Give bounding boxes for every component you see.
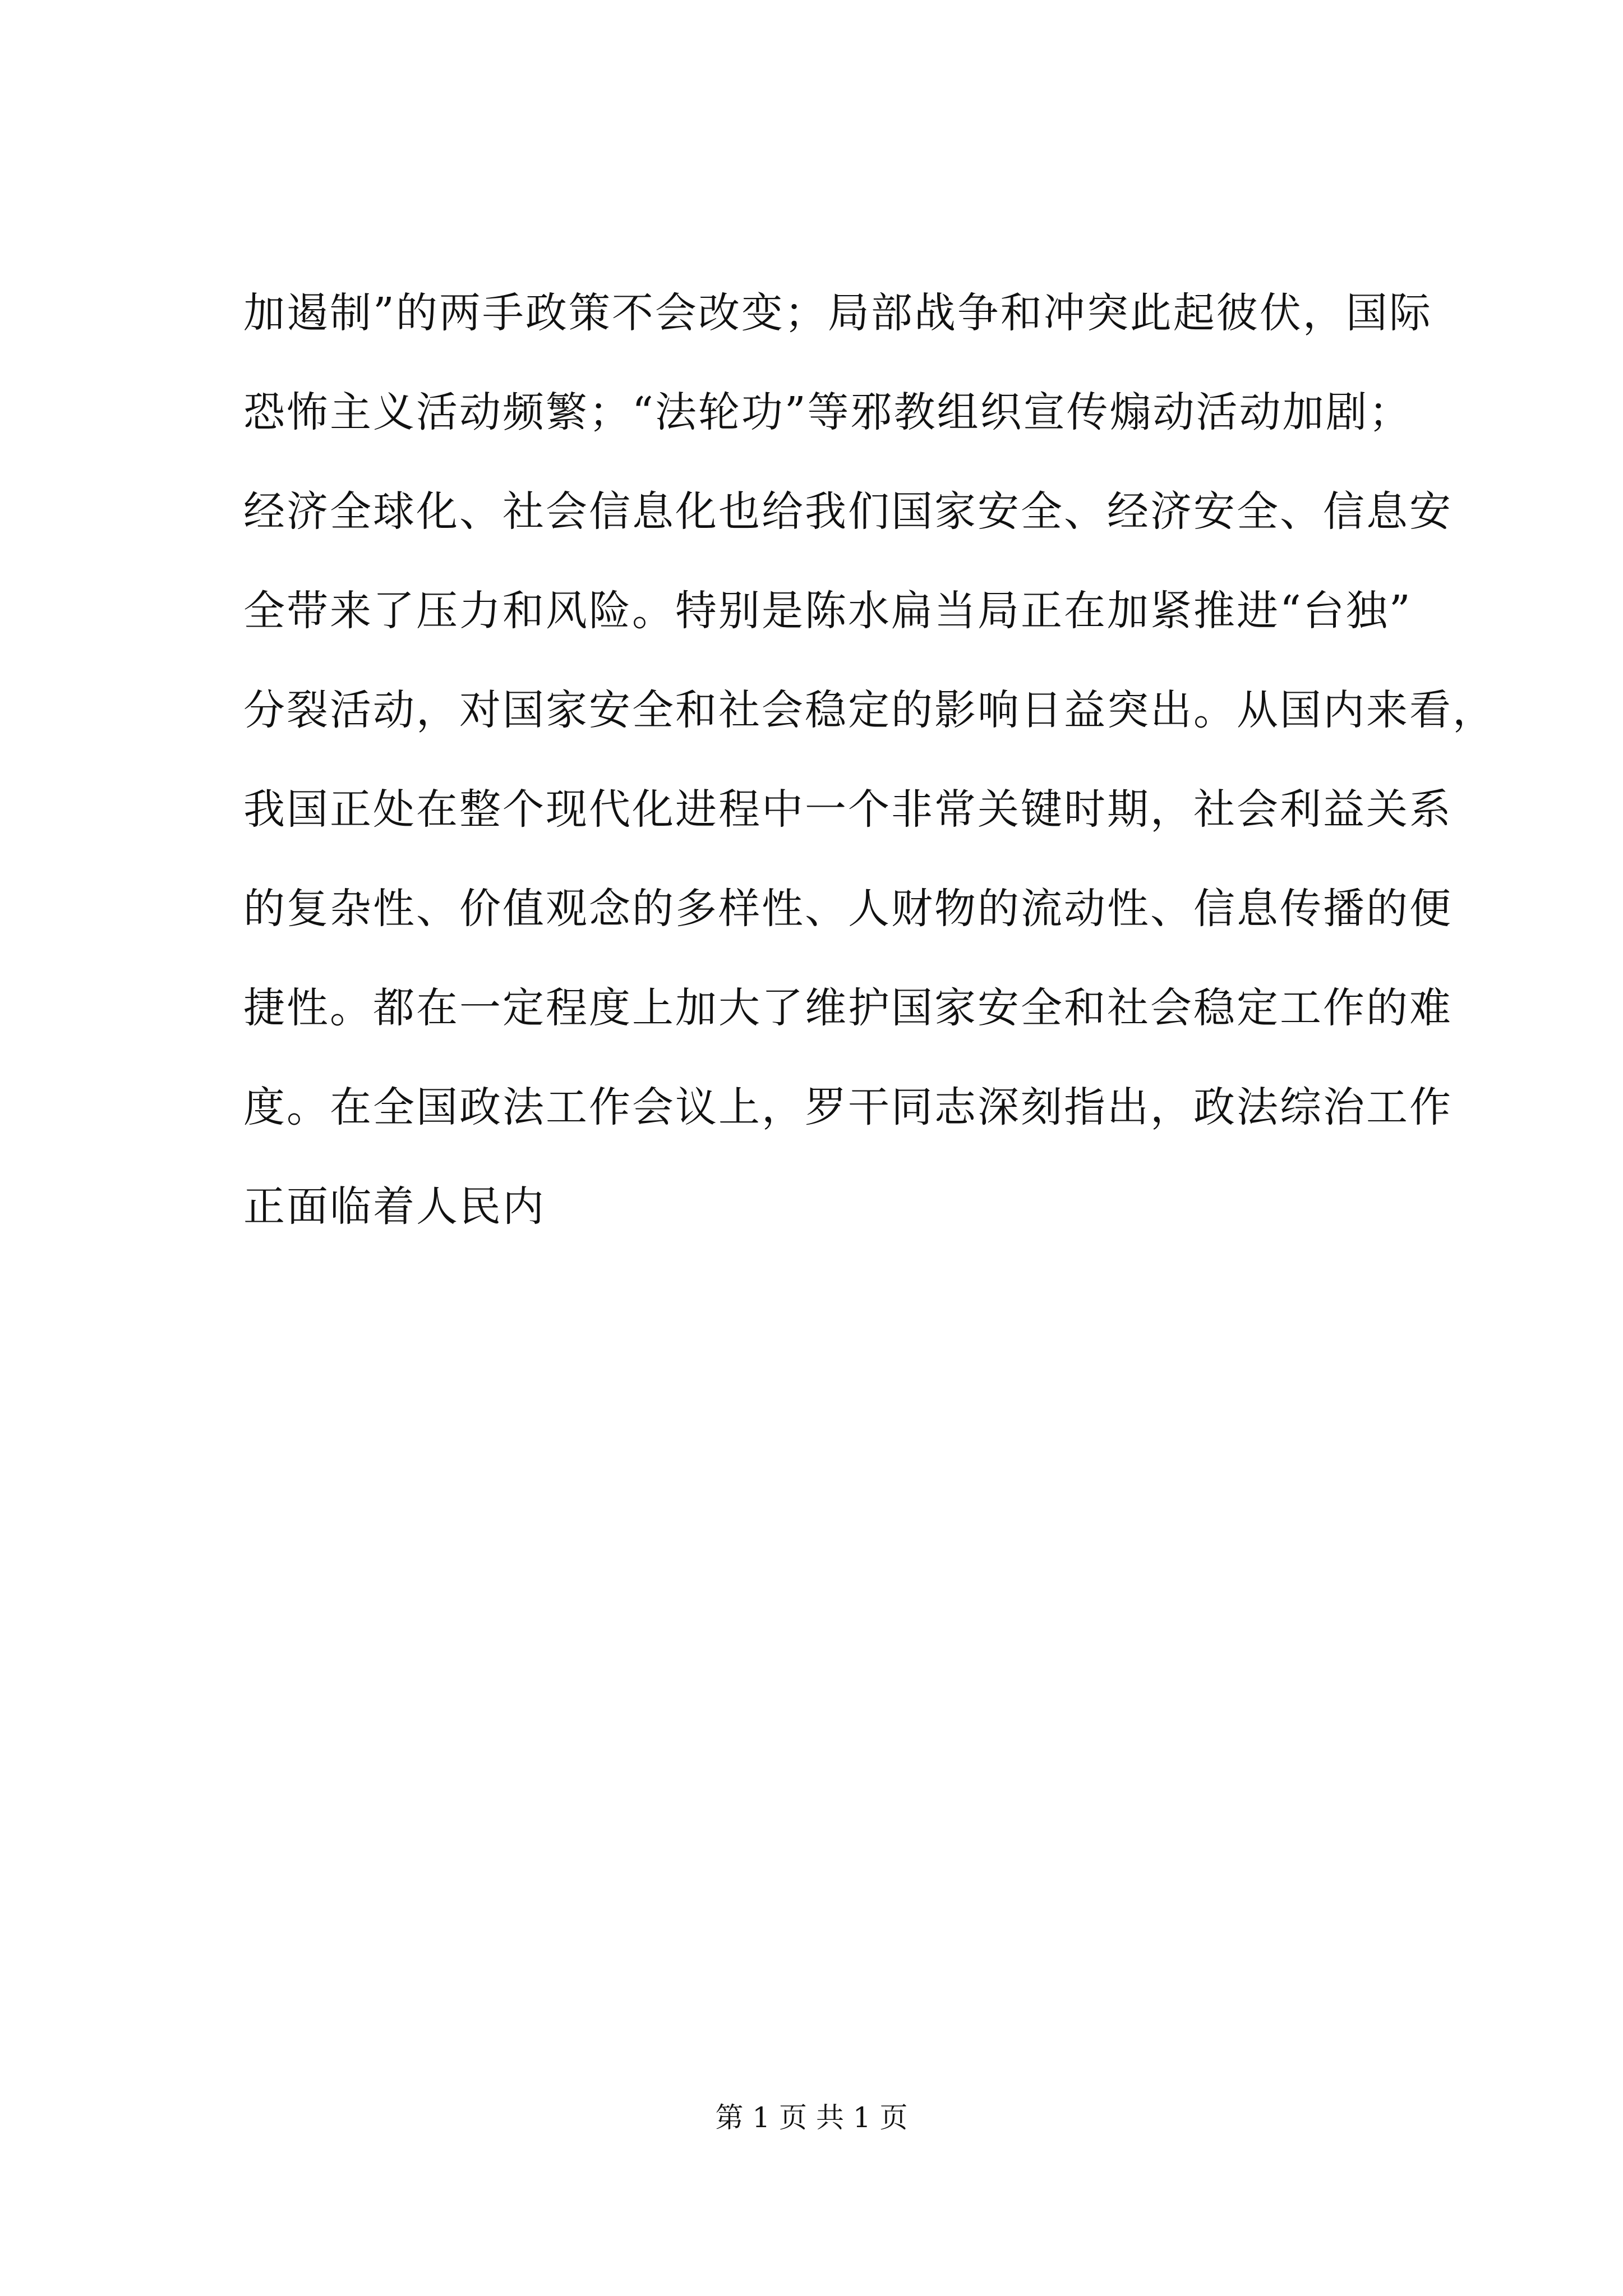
text-line: 经济全球化、社会信息化也给我们国家安全、经济安全、信息安 (243, 487, 1453, 536)
text-line: 捷性。都在一定程度上加大了维护国家安全和社会稳定工作的难 (243, 984, 1453, 1032)
page-footer: 第 1 页 共 1 页 (715, 2101, 908, 2134)
text-line: 加遏制”的两手政策不会改变；局部战争和冲突此起彼伏，国际 (243, 289, 1432, 337)
text-line: 正面临着人民内 (243, 1182, 546, 1231)
body-paragraph (243, 264, 1496, 1257)
text-line: 恐怖主义活动频繁；“法轮功”等邪教组织宣传煽动活动加剧； (243, 388, 1412, 436)
text-line: 的复杂性、价值观念的多样性、人财物的流动性、信息传播的便 (243, 885, 1453, 933)
text-line: 全带来了压力和风险。特别是陈水扁当局正在加紧推进“台独” (243, 587, 1412, 635)
text-line: 度。在全国政法工作会议上，罗干同志深刻指出，政法综治工作 (243, 1083, 1453, 1131)
text-line: 分裂活动，对国家安全和社会稳定的影响日益突出。从国内来看， (243, 686, 1496, 734)
text-line: 我国正处在整个现代化进程中一个非常关键时期，社会利益关系 (243, 785, 1453, 834)
